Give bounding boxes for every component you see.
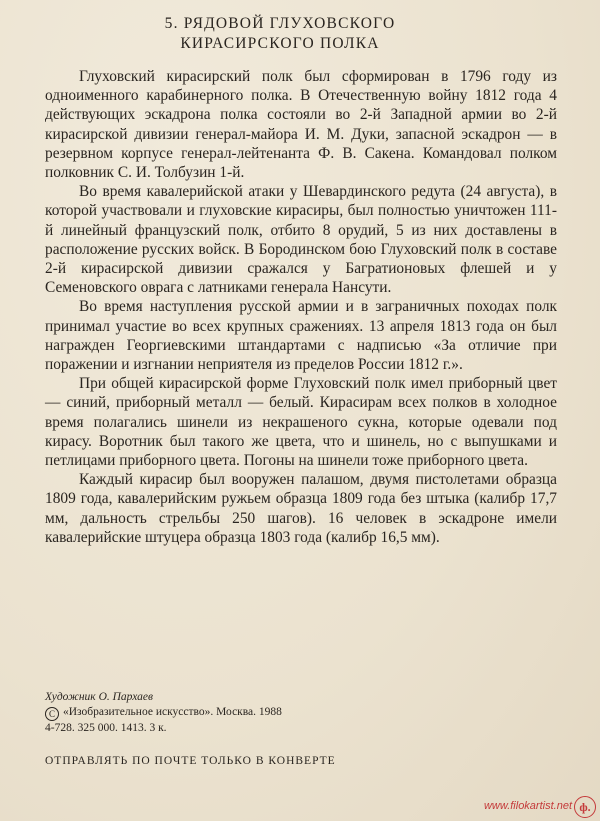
publisher: «Изобразительное искусство». Москва. 1988 — [63, 706, 282, 718]
paragraph-formation: Глуховский кирасирский полк был сформирован в 1796 году из одноименного карабинерного полка. В Отечественную войну 1812 года 4 действующих эскадрона полка состояли во 2-й Западной армии во 2-й кирасирской дивизии генерал-майора И. М. Дуки, запасной эскадрон — в резервном корпусе генерал-лейтенанта Ф. В. Сакена. Командовал полком полковник С. И. Толбузин 1-й. — [45, 68, 557, 182]
artist-name: О. Пархаев — [98, 691, 153, 703]
article-body — [45, 67, 557, 547]
publisher-line — [45, 705, 445, 721]
title-line-1: 5. РЯДОВОЙ ГЛУХОВСКОГО — [164, 15, 396, 32]
paragraph-uniform: При общей кирасирской форме Глуховский полк имел приборный цвет — синий, приборный металл — белый. Кирасирам всех полков в холодное время полагались шинели из некрашеного сукна, которые одевали под кирасу. Воротник был такого же цвета, что и шинель, но с выпушками и петлицами приборного цвета. Погоны на шинели тоже приборного цвета. — [45, 375, 557, 470]
copyright-icon: C — [45, 707, 59, 721]
paragraph-campaigns: Во время наступления русской армии и в заграничных походах полк принимал участие во всех крупных сражениях. 13 апреля 1813 года он был награжден Георгиевскими штандартами с надписью «За отличие при поражении и изгнании неприятеля из пределов России 1812 г.». — [45, 298, 557, 374]
paragraph-shevardino: Во время кавалерийской атаки у Шевардинского редута (24 августа), в которой участвовали и глуховские кирасиры, был полностью уничтожен 111-й линейный французский полк, отбито 8 орудий, 5 из них доставлены в расположение русских войск. В Бородинском бою Глуховский полк в составе 2-й кирасирской дивизии сражался у Багратионовых флешей и у Семеновского оврага с латниками генерала Нансути. — [45, 183, 557, 297]
watermark-logo-icon: ф. — [574, 796, 596, 818]
page-title — [0, 14, 560, 54]
artist-label: Художник — [45, 691, 96, 703]
artist-credit — [45, 690, 445, 705]
watermark-url: www.filokartist.net — [483, 800, 572, 812]
print-code: 4-728. 325 000. 1413. 3 к. — [45, 722, 167, 734]
imprint — [45, 690, 445, 736]
paragraph-armament: Каждый кирасир был вооружен палашом, двумя пистолетами образца 1809 года, кавалерийским ружьем образца 1809 года без штыка (калибр 17,7 мм, дальность стрельбы 250 шагов). 16 человек в эскадроне имели кавалерийские штуцера образца 1803 года (калибр 16,5 мм). — [45, 471, 557, 546]
mailing-note: ОТПРАВЛЯТЬ ПО ПОЧТЕ ТОЛЬКО В КОНВЕРТЕ — [45, 755, 336, 767]
title-line-2: КИРАСИРСКОГО ПОЛКА — [180, 35, 380, 52]
